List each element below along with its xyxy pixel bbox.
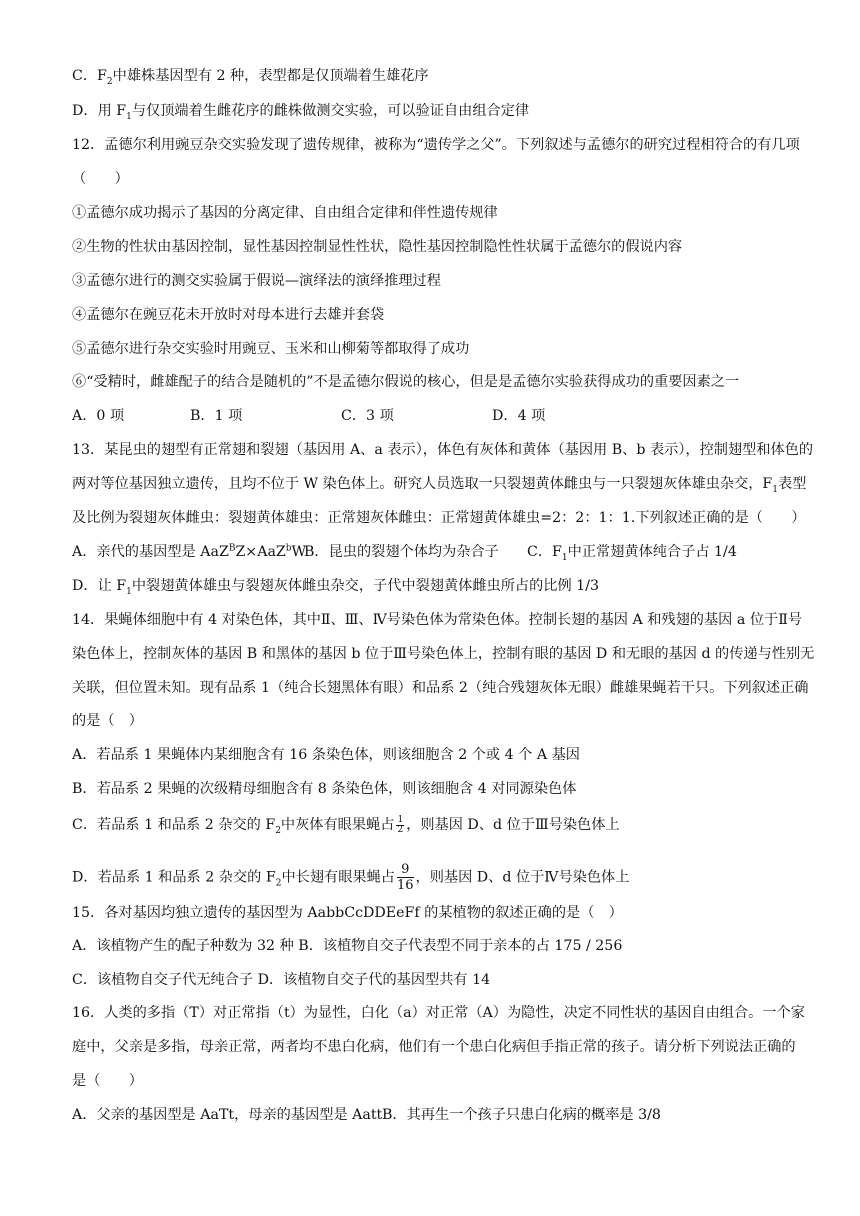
q12-option-b: B．1 项 [190,408,243,424]
q13-option-d: D．让 $F_1$中裂翅黄体雄虫与裂翅灰体雌虫杂交，子代中裂翅黄体雌虫所占的比例 1/3 [72,578,600,597]
q13-stem-line-2: 两对等位基因独立遗传，且均不位于 W 染色体上。研究人员选取一只裂翅黄体雌虫与一只裂翅灰体雄虫杂交，$F_1$表型 [72,476,807,495]
q15-stem: 15．各对基因均独立遗传的基因型为 AabbCcDDEeFf 的某植物的叙述正确的是（ ） [72,905,623,921]
q12-statement-4: ④孟德尔在豌豆花未开放时对母本进行去雄并套袋 [72,307,385,323]
q14-option-d: D．若品系 1 和品系 2 杂交的 $F_2$中长翅有眼果蝇占 $\frac{9}{16}$ ，则基因 D、d 位于Ⅳ号染色体上 [72,862,630,893]
q12-statement-6: ⑥“受精时，雌雄配子的结合是随机的”不是孟德尔假说的核心，但是是孟德尔实验获得成功的重要因素之一 [72,374,740,390]
q14-option-c: C．若品系 1 和品系 2 杂交的 $F_2$中灰体有眼果蝇占 $\frac{1}{2}$ ，则基因 D、d 位于Ⅲ号染色体上 [72,814,620,836]
q12-statement-2: ②生物的性状由基因控制，显性基因控制显性性状，隐性基因控制隐性性状属于孟德尔的假说内容 [72,239,683,255]
fraction-nine-sixteenths: $\frac{9}{16}$ [396,862,414,893]
q13-option-a: A．亲代的基因型是 AaZ$^B$Z×AaZ$^b$W [72,543,307,560]
q13-option-b: B．昆虫的裂翅个体均为杂合子 [304,544,499,560]
q14-stem-line-1: 14．果蝇体细胞中有 4 对染色体，其中Ⅱ、Ⅲ、Ⅳ号染色体为常染色体。控制长翅的基因 A 和残翅的基因 a 位于Ⅱ号 [72,612,803,628]
q16-options-ab [72,1105,820,1125]
q15-options-cd: C．该植物自交子代无纯合子 D．该植物自交子代的基因型共有 14 [72,972,491,988]
q12-option-a: A．0 项 [72,408,125,424]
q16-stem-line-3: 是（ ） [72,1073,143,1089]
q16-option-b: B．其再生一个孩子只患白化病的概率是 3/8 [382,1107,661,1123]
q13-stem-line-1: 13．某昆虫的翅型有正常翅和裂翅（基因用 A、a 表示），体色有灰体和黄体（基因用 B、b 表示），控制翅型和体色的 [72,442,814,458]
q12-stem: 12．孟德尔利用豌豆杂交实验发现了遗传规律，被称为“遗传学之父”。下列叙述与孟德尔的研究过程相符合的有几项 [72,137,800,153]
q13-option-c: C．$F_1$中正常翅黄体纯合子占 1/4 [527,544,737,563]
q16-option-a: A．父亲的基因型是 AaTt，母亲的基因型是 Aatt [72,1107,383,1123]
q11-option-c: C．$F_2$中雄株基因型有 2 种，表型都是仅顶端着生雄花序 [72,68,429,87]
q16-stem-line-2: 庭中，父亲是多指，母亲正常，两者均不患白化病，他们有一个患白化病但手指正常的孩子。请分析下列说法正确的 [72,1039,796,1055]
q13-stem-line-3: 及比例为裂翅灰体雌虫：裂翅黄体雄虫：正常翅灰体雌虫：正常翅黄体雄虫=2：2：1：1.下列叙述正确的是（ ） [72,510,806,526]
q12-statement-5: ⑤孟德尔进行杂交实验时用豌豆、玉米和山柳菊等都取得了成功 [72,341,470,357]
q12-statement-1: ①孟德尔成功揭示了基因的分离定律、自由组合定律和伴性遗传规律 [72,205,498,221]
q14-option-a: A．若品系 1 果蝇体内某细胞含有 16 条染色体，则该细胞含 2 个或 4 个 A 基因 [72,747,580,763]
q14-stem-line-2: 染色体上，控制灰体的基因 B 和黑体的基因 b 位于Ⅲ号染色体上，控制有眼的基因 D 和无眼的基因 d 的传递与性别无 [72,646,815,662]
q12-option-d: D．4 项 [492,408,546,424]
q16-stem-line-1: 16．人类的多指（T）对正常指（t）为显性，白化（a）对正常（A）为隐性，决定不同性状的基因自由组合。一个家 [72,1005,805,1021]
q12-options [72,406,820,426]
q11-option-d: D．用 $F_1$与仅顶端着生雌花序的雌株做测交实验，可以验证自由组合定律 [72,103,530,122]
q14-option-b: B．若品系 2 果蝇的次级精母细胞含有 8 条染色体，则该细胞含 4 对同源染色体 [72,781,577,797]
q12-option-c: C．3 项 [341,408,394,424]
q13-options-abc [72,542,820,562]
q15-options-ab: A．该植物产生的配子种数为 32 种 B．该植物自交子代表型不同于亲本的占 175 / 256 [72,938,623,954]
q14-stem-line-4: 的是（ ） [72,713,143,729]
fraction-one-half: $\frac{1}{2}$ [397,814,404,835]
q14-stem-line-3: 关联，但位置未知。现有品系 1（纯合长翅黑体有眼）和品系 2（纯合残翅灰体无眼）雌雄果蝇若干只。下列叙述正确 [72,680,809,696]
q12-answer-blank: （ ） [72,171,129,187]
q12-statement-3: ③孟德尔进行的测交实验属于假说—演绎法的演绎推理过程 [72,273,441,289]
